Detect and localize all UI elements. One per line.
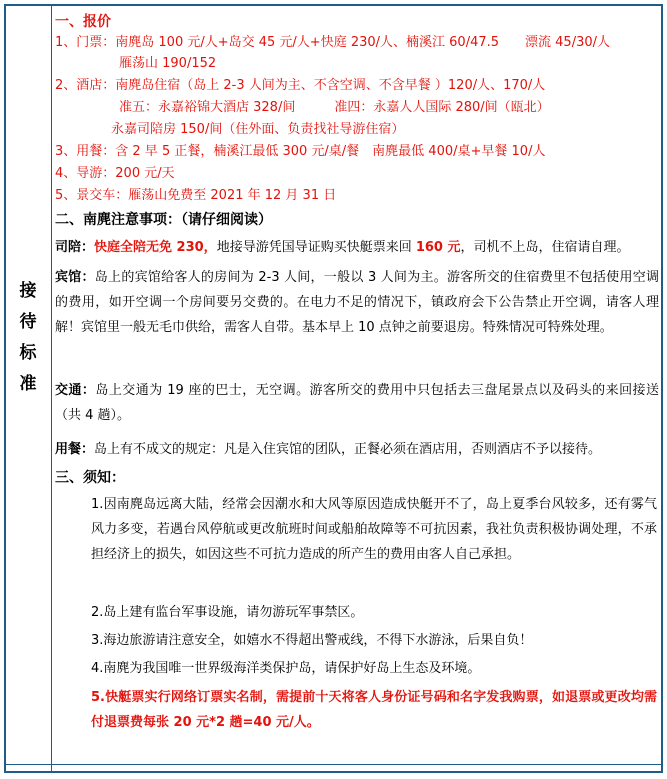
driver-text-end: ，司机不上岛，住宿请自理。 [460, 240, 630, 255]
side-char: 标 [19, 343, 37, 363]
quote-line: 雁荡山 190/152 [119, 56, 217, 71]
quote-title: 一、报价 [55, 14, 111, 30]
driver-text: 地接导游凭国导证购买快艇票来回 [216, 240, 416, 255]
quote-line: 3、用餐：含 2 早 5 正餐，楠溪江最低 300 元/桌/餐 南麂最低 400/桌+早餐 10/人 [55, 144, 546, 159]
side-label [6, 276, 50, 400]
tips-title: 三、须知： [55, 470, 125, 486]
traffic-text: 岛上交通为 19 座的巴士，无空调。游客所交的费用中只包括去三盘尾景点以及码头的来回接送（共 4 趟）。 [55, 383, 659, 423]
quote-line: 5、景交车：雁荡山免费至 2021 年 12 月 31 日 [55, 188, 337, 203]
hotel-text: 岛上的宾馆给客人的房间为 2-3 人间，一般以 3 人间为主。游客所交的住宿费里不包括使用空调的费用，如开空调一个房间要另交费的。在电力不足的情况下，镇政府会下公告禁止开空调，请客人理解！宾馆里一般无毛巾供给，需客人自带。基本早上 10 点钟之前要退房。特殊情况可特殊处理。 [55, 270, 659, 335]
quote-line: 2、酒店：南麂岛住宿（岛上 2-3 人间为主、不含空调、不含早餐 ）120/人、170/人 [55, 78, 546, 93]
quote-line: 4、导游：200 元/天 [55, 166, 175, 181]
hotel-label: 宾馆： [55, 270, 95, 285]
driver-price: 160 元 [415, 240, 461, 255]
side-char: 待 [19, 312, 37, 332]
tip-item: 4.南麂为我国唯一世界级海洋类保护岛，请保护好岛上生态及环境。 [91, 661, 481, 676]
quote-line: 永嘉司陪房 150/间（住外面、负责找社导游住宿） [111, 122, 405, 137]
traffic-note [55, 378, 659, 428]
reception-standard-table [4, 4, 663, 773]
tip-item: 2.岛上建有监台军事设施，请勿游玩军事禁区。 [91, 605, 364, 620]
driver-highlight: 快庭全陪无免 230， [94, 240, 217, 255]
meal-label: 用餐： [55, 442, 95, 457]
quote-line: 准五：永嘉裕锦大酒店 328/间 准四：永嘉人人国际 280/间（瓯北） [119, 100, 550, 115]
driver-note [55, 238, 630, 258]
hotel-note [55, 265, 659, 340]
tip-item: 3.海边旅游请注意安全，如嬉水不得超出警戒线，不得下水游泳，后果自负！ [91, 633, 533, 648]
tip-item-important: 5.快艇票实行网络订票实名制，需提前十天将客人身份证号码和名字发我购票，如退票或更改均需付退票费每张 20 元*2 趟=40 元/人。 [91, 690, 657, 730]
side-char: 准 [19, 374, 37, 394]
bottom-rule [6, 764, 661, 765]
tip-item: 1.因南麂岛远离大陆，经常会因潮水和大风等原因造成快艇开不了，岛上夏季台风较多，还有雾气风力多变，若遇台风停航或更改航班时间或船舶故障等不可抗因素，我社负责积极协调处理，不承担经济上的损失，如因这些不可抗力造成的所产生的费用由客人自己承担。 [91, 497, 657, 562]
driver-label: 司陪： [55, 240, 95, 255]
meal-note [55, 440, 601, 460]
side-char: 接 [19, 281, 37, 301]
meal-text: 岛上有不成文的规定：凡是入住宾馆的团队，正餐必须在酒店用，否则酒店不予以接待。 [94, 442, 602, 457]
side-label-cell [6, 6, 52, 771]
quote-line: 1、门票：南麂岛 100 元/人+岛交 45 元/人+快庭 230/人、楠溪江 60/47.5 漂流 45/30/人 [55, 35, 611, 50]
traffic-label: 交通： [55, 383, 96, 398]
notes-title: 二、南麂注意事项：（请仔细阅读） [55, 212, 272, 228]
